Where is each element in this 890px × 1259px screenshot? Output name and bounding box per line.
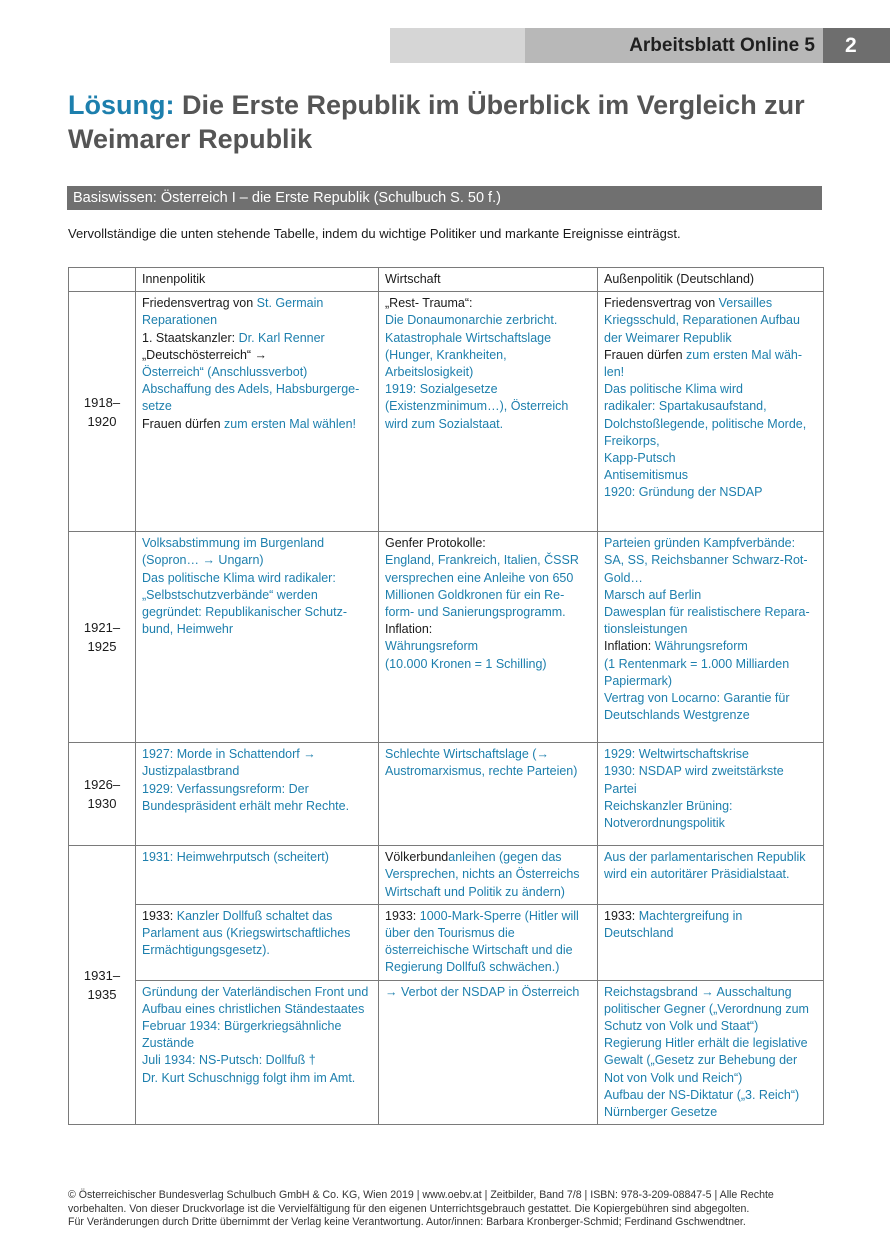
- answer-text: setze: [142, 399, 172, 414]
- answer-text: Notverordnungspolitik: [604, 816, 725, 831]
- answer-text: Aufbau eines christlichen Ständestaates: [142, 1001, 365, 1016]
- prompt-text: Frauen dürfen: [142, 416, 224, 431]
- innenpolitik-cell: [136, 743, 379, 846]
- instruction-text: Vervollständige die unten stehende Tabelle, indem du wichtige Politiker und markante Ereignisse einträgst.: [68, 226, 681, 241]
- prompt-text: Völkerbund: [385, 850, 449, 865]
- overview-table: [68, 267, 824, 1125]
- answer-text: tionsleistungen: [604, 622, 688, 637]
- answer-text: Regierung Hitler erhält die legislative: [604, 1036, 808, 1051]
- header-cell-wirtschaft: Wirtschaft: [379, 268, 598, 292]
- answer-text: 1919: Sozialgesetze: [385, 382, 498, 397]
- cell-line: [385, 849, 591, 866]
- cell-line: [604, 1001, 817, 1018]
- answer-text: Kriegsschuld, Reparationen Aufbau: [604, 313, 800, 328]
- cell-line: [604, 433, 817, 450]
- cell-line: [385, 925, 591, 942]
- cell-line: [385, 942, 591, 959]
- prompt-text: Frauen dürfen: [604, 347, 686, 362]
- answer-text: Dr. Kurt Schuschnigg folgt ihm im Amt.: [142, 1070, 356, 1085]
- cell-line: [142, 295, 372, 312]
- innenpolitik-cell: [136, 846, 379, 905]
- header-cell-innenpolitik: Innenpolitik: [136, 268, 379, 292]
- year-cell: 1931– 1935: [69, 846, 136, 1125]
- answer-text: Schutz von Volk und Staat“): [604, 1019, 759, 1034]
- worksheet-header-bar: [390, 28, 890, 63]
- header-cell-aussenpolitik: Außenpolitik (Deutschland): [598, 268, 824, 292]
- cell-line: [385, 416, 591, 433]
- cell-line: [142, 925, 372, 942]
- prompt-text: 1. Staatskanzler:: [142, 330, 239, 345]
- aussenpolitik-cell: [598, 846, 824, 905]
- answer-text: gegründet: Republikanischer Schutz-: [142, 605, 347, 620]
- table-row: [69, 743, 824, 846]
- answer-text: England, Frankreich, Italien, ČSSR: [385, 553, 579, 568]
- section-heading: Basiswissen: Österreich I – die Erste Republik (Schulbuch S. 50 f.): [67, 186, 822, 210]
- answer-text: Regierung Dollfuß schwächen.): [385, 960, 560, 975]
- cell-line: [142, 942, 372, 959]
- year-cell: 1926– 1930: [69, 743, 136, 846]
- worksheet-title: Arbeitsblatt Online 5: [629, 35, 815, 56]
- cell-line: [142, 312, 372, 329]
- innenpolitik-cell: [136, 292, 379, 532]
- answer-text: der Weimarer Republik: [604, 330, 732, 345]
- cell-line: [142, 570, 372, 587]
- answer-text: Versprechen, nichts an Österreichs: [385, 867, 580, 882]
- answer-text: Versailles: [718, 296, 773, 311]
- header-bar-light-segment: [390, 28, 525, 63]
- answer-text: (1 Rentenmark = 1.000 Milliarden: [604, 656, 790, 671]
- page-title: [68, 88, 838, 156]
- wirtschaft-cell: [379, 980, 598, 1125]
- answer-text: St. Germain: [256, 296, 324, 311]
- cell-line: [385, 364, 591, 381]
- cell-line: [385, 984, 591, 1001]
- answer-text: Nürnberger Gesetze: [604, 1105, 718, 1120]
- cell-line: [385, 570, 591, 587]
- wirtschaft-cell: [379, 904, 598, 980]
- table-row: [69, 980, 824, 1125]
- cell-line: [604, 815, 817, 832]
- cell-line: [604, 621, 817, 638]
- answer-text: Antisemitismus: [604, 468, 689, 483]
- wirtschaft-cell: [379, 743, 598, 846]
- answer-text: Reichstagsbrand → Ausschaltung: [604, 984, 792, 999]
- table-row: [69, 846, 824, 905]
- cell-line: [142, 347, 372, 364]
- cell-line: [604, 866, 817, 883]
- cell-line: [142, 984, 372, 1001]
- cell-line: [604, 1035, 817, 1052]
- prompt-text: Inflation:: [604, 639, 655, 654]
- cell-line: [385, 295, 591, 312]
- answer-text: Freikorps,: [604, 433, 660, 448]
- cell-line: [385, 884, 591, 901]
- footer-line: Für Veränderungen durch Dritte übernimmt der Verlag keine Verantwortung. Autor/innen: Barbara Kronberger-Schmid; Ferdinand Gschwendtner.: [68, 1216, 746, 1228]
- cell-line: [142, 398, 372, 415]
- cell-line: [604, 312, 817, 329]
- answer-text: versprechen eine Anleihe von 650: [385, 570, 574, 585]
- cell-line: [604, 381, 817, 398]
- prompt-text: „Deutschösterreich“ →: [142, 347, 268, 362]
- prompt-text: Friedensvertrag von: [142, 296, 257, 311]
- answer-text: Dr. Karl Renner: [238, 330, 325, 345]
- cell-line: [604, 552, 817, 569]
- answer-text: Austromarxismus, rechte Parteien): [385, 764, 578, 779]
- cell-line: [604, 295, 817, 312]
- answer-text: 1930: NSDAP wird zweitstärkste: [604, 764, 784, 779]
- cell-line: [604, 798, 817, 815]
- title-label: Lösung:: [68, 90, 175, 120]
- cell-line: [142, 1052, 372, 1069]
- table-header-row: [69, 268, 824, 292]
- answer-text: 1929: Verfassungsreform: Der: [142, 781, 309, 796]
- cell-line: [604, 484, 817, 501]
- answer-text: Das politische Klima wird radikaler:: [142, 570, 336, 585]
- table-row: [69, 904, 824, 980]
- answer-text: (Sopron… → Ungarn): [142, 553, 264, 568]
- cell-line: [604, 984, 817, 1001]
- answer-text: Reichskanzler Brüning:: [604, 798, 733, 813]
- page-number: 2: [823, 28, 890, 63]
- cell-line: [142, 535, 372, 552]
- answer-text: len!: [604, 365, 625, 380]
- cell-line: [385, 621, 591, 638]
- answer-text: Papiermark): [604, 673, 673, 688]
- answer-text: 1929: Weltwirtschaftskrise: [604, 747, 749, 762]
- prompt-text: Friedensvertrag von: [604, 296, 719, 311]
- answer-text: (Existenzminimum…), Österreich: [385, 399, 569, 414]
- answer-text: Arbeitslosigkeit): [385, 365, 474, 380]
- cell-line: [604, 781, 817, 798]
- cell-line: [604, 467, 817, 484]
- cell-line: [385, 330, 591, 347]
- answer-text: Volksabstimmung im Burgenland: [142, 536, 325, 551]
- cell-line: [604, 925, 817, 942]
- cell-line: [142, 364, 372, 381]
- cell-line: [142, 763, 372, 780]
- aussenpolitik-cell: [598, 904, 824, 980]
- cell-line: [142, 1070, 372, 1087]
- answer-text: SA, SS, Reichsbanner Schwarz-Rot-: [604, 553, 808, 568]
- cell-line: [385, 638, 591, 655]
- cell-line: [142, 908, 372, 925]
- answer-text: Juli 1934: NS-Putsch: Dollfuß †: [142, 1053, 316, 1068]
- answer-text: Gold…: [604, 570, 643, 585]
- cell-line: [604, 604, 817, 621]
- answer-text: 1000-Mark-Sperre (Hitler will: [419, 908, 579, 923]
- cell-line: [385, 552, 591, 569]
- answer-text: Dolchstoßlegende, politische Morde,: [604, 416, 807, 431]
- cell-line: [385, 347, 591, 364]
- answer-text: Reparationen: [142, 313, 218, 328]
- cell-line: [604, 1070, 817, 1087]
- answer-text: Kapp-Putsch: [604, 451, 676, 466]
- cell-line: [385, 656, 591, 673]
- cell-line: [385, 587, 591, 604]
- cell-line: [604, 398, 817, 415]
- cell-line: [604, 1104, 817, 1121]
- answer-text: Das politische Klima wird: [604, 382, 743, 397]
- answer-text: Deutschland: [604, 926, 674, 941]
- year-cell: 1921– 1925: [69, 532, 136, 743]
- cell-line: [385, 908, 591, 925]
- answer-text: wird ein autoritärer Präsidialstaat.: [604, 867, 790, 882]
- answer-text: Wirtschaft und Politik zu ändern): [385, 884, 565, 899]
- cell-line: [604, 535, 817, 552]
- cell-line: [142, 621, 372, 638]
- footer-line: © Österreichischer Bundesverlag Schulbuch GmbH & Co. KG, Wien 2019 | www.oebv.at | Zeitbilder, Band 7/8 | ISBN: 978-3-209-08847-5 | Alle Rechte: [68, 1189, 774, 1201]
- answer-text: Aufbau der NS-Diktatur („3. Reich“): [604, 1087, 800, 1102]
- answer-text: Marsch auf Berlin: [604, 587, 702, 602]
- answer-text: form- und Sanierungsprogramm.: [385, 605, 566, 620]
- prompt-text: Inflation:: [385, 622, 433, 637]
- wirtschaft-cell: [379, 846, 598, 905]
- answer-text: zum ersten Mal wäh-: [686, 347, 803, 362]
- answer-text: 1920: Gründung der NSDAP: [604, 485, 763, 500]
- cell-line: [604, 690, 817, 707]
- cell-line: [604, 1087, 817, 1104]
- aussenpolitik-cell: [598, 292, 824, 532]
- year-cell: 1918– 1920: [69, 292, 136, 532]
- cell-line: [604, 763, 817, 780]
- cell-line: [604, 347, 817, 364]
- cell-line: [385, 312, 591, 329]
- answer-text: Zustände: [142, 1036, 195, 1051]
- table-row: [69, 532, 824, 743]
- footer-line: vorbehalten. Von dieser Druckvorlage ist die Vervielfältigung für den eigenen Unterrichtsgebrauch gestattet. Die Kopiergebühren sind abgegolten.: [68, 1202, 750, 1215]
- answer-text: Februar 1934: Bürgerkriegsähnliche: [142, 1019, 342, 1034]
- cell-line: [142, 1001, 372, 1018]
- cell-line: [604, 364, 817, 381]
- answer-text: Justizpalastbrand: [142, 764, 240, 779]
- answer-text: 1931: Heimwehrputsch (scheitert): [142, 850, 329, 865]
- cell-line: [604, 587, 817, 604]
- answer-text: „Selbstschutzverbände“ werden: [142, 587, 318, 602]
- answer-text: bund, Heimwehr: [142, 622, 234, 637]
- answer-text: politischer Gegner („Verordnung zum: [604, 1001, 809, 1016]
- answer-text: Bundespräsident erhält mehr Rechte.: [142, 798, 350, 813]
- cell-line: [604, 849, 817, 866]
- cell-line: [142, 587, 372, 604]
- answer-text: 1927: Morde in Schattendorf →: [142, 747, 316, 762]
- answer-text: Parteien gründen Kampfverbände:: [604, 536, 796, 551]
- cell-line: [142, 746, 372, 763]
- answer-text: Kanzler Dollfuß schaltet das: [176, 908, 333, 923]
- answer-text: Machtergreifung in: [638, 908, 743, 923]
- cell-line: [142, 416, 372, 433]
- answer-text: Parlament aus (Kriegswirtschaftliches: [142, 926, 351, 941]
- answer-text: Dawesplan für realistischere Repara-: [604, 605, 810, 620]
- cell-line: [385, 535, 591, 552]
- answer-text: (Hunger, Krankheiten,: [385, 347, 507, 362]
- cell-line: [142, 381, 372, 398]
- answer-text: → Verbot der NSDAP in Österreich: [385, 984, 580, 999]
- aussenpolitik-cell: [598, 743, 824, 846]
- title-text: Die Erste Republik im Überblick im Vergleich zur Weimarer Republik: [68, 90, 805, 154]
- cell-line: [385, 866, 591, 883]
- answer-text: Abschaffung des Adels, Habsburgerge-: [142, 382, 360, 397]
- prompt-text: 1933:: [142, 908, 177, 923]
- cell-line: [142, 552, 372, 569]
- answer-text: Deutschlands Westgrenze: [604, 708, 750, 723]
- answer-text: Währungsreform: [385, 639, 479, 654]
- answer-text: anleihen (gegen das: [448, 850, 562, 865]
- cell-line: [604, 416, 817, 433]
- answer-text: Gewalt („Gesetz zur Behebung der: [604, 1053, 798, 1068]
- cell-line: [604, 1052, 817, 1069]
- answer-text: wird zum Sozialstaat.: [385, 416, 504, 431]
- aussenpolitik-cell: [598, 980, 824, 1125]
- cell-line: [142, 604, 372, 621]
- answer-text: (10.000 Kronen = 1 Schilling): [385, 656, 547, 671]
- answer-text: Schlechte Wirtschaftslage (→: [385, 747, 549, 762]
- answer-text: Währungsreform: [654, 639, 748, 654]
- answer-text: Millionen Goldkronen für ein Re-: [385, 587, 565, 602]
- footer-copyright: [68, 1189, 828, 1230]
- answer-text: Katastrophale Wirtschaftslage: [385, 330, 552, 345]
- table-row: [69, 292, 824, 532]
- cell-line: [604, 746, 817, 763]
- answer-text: radikaler: Spartakusaufstand,: [604, 399, 767, 414]
- prompt-text: Genfer Protokolle:: [385, 536, 486, 551]
- cell-line: [142, 330, 372, 347]
- cell-line: [604, 707, 817, 724]
- answer-text: Die Donaumonarchie zerbricht.: [385, 313, 558, 328]
- cell-line: [142, 798, 372, 815]
- aussenpolitik-cell: [598, 532, 824, 743]
- cell-line: [604, 908, 817, 925]
- cell-line: [604, 330, 817, 347]
- cell-line: [385, 959, 591, 976]
- cell-line: [604, 1018, 817, 1035]
- cell-line: [142, 1018, 372, 1035]
- cell-line: [142, 1035, 372, 1052]
- header-cell-empty: [69, 268, 136, 292]
- answer-text: österreichische Wirtschaft und die: [385, 943, 573, 958]
- innenpolitik-cell: [136, 532, 379, 743]
- answer-text: Not von Volk und Reich“): [604, 1070, 743, 1085]
- cell-line: [604, 638, 817, 655]
- innenpolitik-cell: [136, 904, 379, 980]
- cell-line: [385, 398, 591, 415]
- cell-line: [604, 450, 817, 467]
- cell-line: [142, 849, 372, 866]
- cell-line: [385, 746, 591, 763]
- answer-text: Ermächtigungsgesetz).: [142, 943, 270, 958]
- wirtschaft-cell: [379, 532, 598, 743]
- cell-line: [142, 781, 372, 798]
- cell-line: [385, 763, 591, 780]
- innenpolitik-cell: [136, 980, 379, 1125]
- prompt-text: „Rest- Trauma“:: [385, 296, 473, 311]
- cell-line: [604, 656, 817, 673]
- answer-text: Österreich“ (Anschlussverbot): [142, 365, 308, 380]
- prompt-text: 1933:: [385, 908, 420, 923]
- cell-line: [604, 570, 817, 587]
- wirtschaft-cell: [379, 292, 598, 532]
- answer-text: Partei: [604, 781, 637, 796]
- answer-text: zum ersten Mal wählen!: [224, 416, 357, 431]
- answer-text: Gründung der Vaterländischen Front und: [142, 984, 369, 999]
- cell-line: [385, 604, 591, 621]
- prompt-text: 1933:: [604, 908, 639, 923]
- cell-line: [385, 381, 591, 398]
- answer-text: über den Tourismus die: [385, 926, 515, 941]
- answer-text: Aus der parlamentarischen Republik: [604, 850, 806, 865]
- answer-text: Vertrag von Locarno: Garantie für: [604, 691, 790, 706]
- cell-line: [604, 673, 817, 690]
